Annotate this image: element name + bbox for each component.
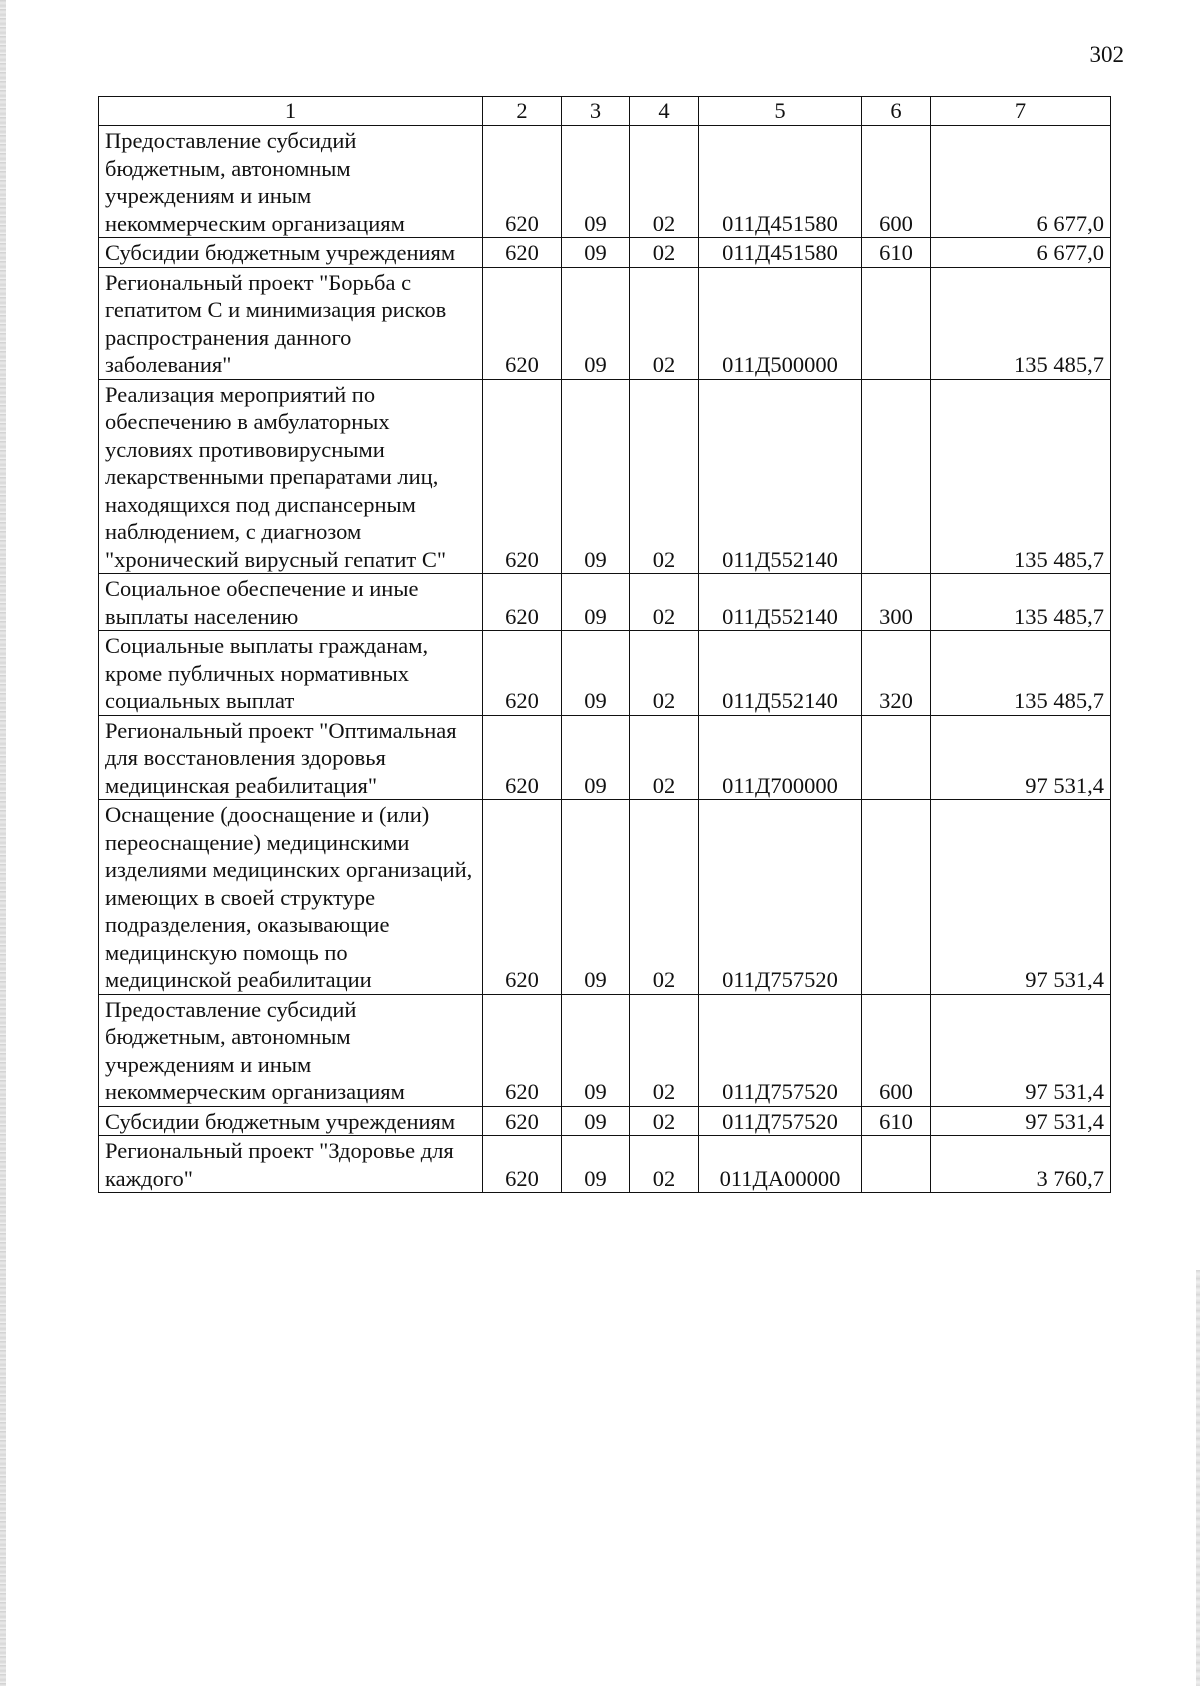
scan-edge-right bbox=[1196, 1270, 1200, 1686]
row-amount-cell: 6 677,0 bbox=[931, 126, 1111, 238]
table-row bbox=[99, 238, 1111, 268]
row-ministry-cell: 620 bbox=[483, 126, 562, 238]
table-row bbox=[99, 800, 1111, 995]
scan-edge-left bbox=[0, 0, 6, 1686]
row-amount-cell: 135 485,7 bbox=[931, 267, 1111, 379]
row-amount-cell: 97 531,4 bbox=[931, 994, 1111, 1106]
row-name-cell: Предоставление субсидий бюджетным, автономным учреждениям и иным некоммерческим организациям bbox=[99, 994, 483, 1106]
row-subsection-cell: 02 bbox=[630, 631, 699, 716]
row-subsection-cell: 02 bbox=[630, 574, 699, 631]
row-expense-type-cell bbox=[862, 800, 931, 995]
row-expense-type-cell: 610 bbox=[862, 238, 931, 268]
row-expense-type-cell bbox=[862, 379, 931, 574]
row-ministry-cell: 620 bbox=[483, 994, 562, 1106]
row-section-cell: 09 bbox=[562, 715, 630, 800]
row-target-code-cell: 011Д500000 bbox=[699, 267, 862, 379]
row-amount-cell: 97 531,4 bbox=[931, 800, 1111, 995]
row-target-code-cell: 011Д700000 bbox=[699, 715, 862, 800]
header-cell: 1 bbox=[99, 97, 483, 126]
row-subsection-cell: 02 bbox=[630, 715, 699, 800]
row-amount-cell: 135 485,7 bbox=[931, 631, 1111, 716]
row-amount-cell: 3 760,7 bbox=[931, 1136, 1111, 1193]
row-subsection-cell: 02 bbox=[630, 1106, 699, 1136]
row-name-cell: Предоставление субсидий бюджетным, автономным учреждениям и иным некоммерческим организациям bbox=[99, 126, 483, 238]
row-name-cell: Региональный проект "Здоровье для каждого" bbox=[99, 1136, 483, 1193]
row-name-cell: Региональный проект "Оптимальная для восстановления здоровья медицинская реабилитация" bbox=[99, 715, 483, 800]
header-cell: 2 bbox=[483, 97, 562, 126]
row-ministry-cell: 620 bbox=[483, 715, 562, 800]
table-row bbox=[99, 126, 1111, 238]
row-amount-cell: 135 485,7 bbox=[931, 574, 1111, 631]
table-row bbox=[99, 379, 1111, 574]
row-amount-cell: 135 485,7 bbox=[931, 379, 1111, 574]
row-subsection-cell: 02 bbox=[630, 238, 699, 268]
table-row bbox=[99, 1136, 1111, 1193]
row-ministry-cell: 620 bbox=[483, 1106, 562, 1136]
row-name-cell: Социальное обеспечение и иные выплаты населению bbox=[99, 574, 483, 631]
row-name-cell: Оснащение (дооснащение и (или) переоснащение) медицинскими изделиями медицинских организаций, имеющих в своей структуре подразделения, оказывающие медицинскую помощь по медицинской реабилитации bbox=[99, 800, 483, 995]
row-section-cell: 09 bbox=[562, 238, 630, 268]
row-expense-type-cell bbox=[862, 715, 931, 800]
row-subsection-cell: 02 bbox=[630, 1136, 699, 1193]
row-expense-type-cell: 610 bbox=[862, 1106, 931, 1136]
row-expense-type-cell: 600 bbox=[862, 994, 931, 1106]
row-expense-type-cell bbox=[862, 267, 931, 379]
table-row bbox=[99, 1106, 1111, 1136]
row-ministry-cell: 620 bbox=[483, 1136, 562, 1193]
row-section-cell: 09 bbox=[562, 1106, 630, 1136]
row-ministry-cell: 620 bbox=[483, 238, 562, 268]
row-section-cell: 09 bbox=[562, 126, 630, 238]
row-ministry-cell: 620 bbox=[483, 800, 562, 995]
row-ministry-cell: 620 bbox=[483, 379, 562, 574]
row-target-code-cell: 011Д451580 bbox=[699, 238, 862, 268]
header-cell: 4 bbox=[630, 97, 699, 126]
row-target-code-cell: 011Д552140 bbox=[699, 379, 862, 574]
row-section-cell: 09 bbox=[562, 379, 630, 574]
row-subsection-cell: 02 bbox=[630, 379, 699, 574]
row-expense-type-cell bbox=[862, 1136, 931, 1193]
row-ministry-cell: 620 bbox=[483, 631, 562, 716]
row-ministry-cell: 620 bbox=[483, 267, 562, 379]
row-amount-cell: 6 677,0 bbox=[931, 238, 1111, 268]
row-subsection-cell: 02 bbox=[630, 994, 699, 1106]
row-name-cell: Региональный проект "Борьба с гепатитом С и минимизация рисков распространения данного заболевания" bbox=[99, 267, 483, 379]
table-row bbox=[99, 994, 1111, 1106]
row-amount-cell: 97 531,4 bbox=[931, 1106, 1111, 1136]
row-section-cell: 09 bbox=[562, 1136, 630, 1193]
row-name-cell: Субсидии бюджетным учреждениям bbox=[99, 1106, 483, 1136]
header-cell: 6 bbox=[862, 97, 931, 126]
row-name-cell: Субсидии бюджетным учреждениям bbox=[99, 238, 483, 268]
row-section-cell: 09 bbox=[562, 631, 630, 716]
row-section-cell: 09 bbox=[562, 267, 630, 379]
row-section-cell: 09 bbox=[562, 800, 630, 995]
row-expense-type-cell: 320 bbox=[862, 631, 931, 716]
row-target-code-cell: 011Д552140 bbox=[699, 631, 862, 716]
row-target-code-cell: 011ДА00000 bbox=[699, 1136, 862, 1193]
page-number: 302 bbox=[1089, 42, 1124, 67]
row-name-cell: Социальные выплаты гражданам, кроме публичных нормативных социальных выплат bbox=[99, 631, 483, 716]
row-subsection-cell: 02 bbox=[630, 267, 699, 379]
table-row bbox=[99, 267, 1111, 379]
header-cell: 3 bbox=[562, 97, 630, 126]
row-expense-type-cell: 300 bbox=[862, 574, 931, 631]
row-amount-cell: 97 531,4 bbox=[931, 715, 1111, 800]
row-target-code-cell: 011Д757520 bbox=[699, 994, 862, 1106]
row-subsection-cell: 02 bbox=[630, 126, 699, 238]
row-target-code-cell: 011Д552140 bbox=[699, 574, 862, 631]
table-row bbox=[99, 715, 1111, 800]
table-header-row bbox=[99, 97, 1111, 126]
budget-table bbox=[98, 96, 1111, 1193]
row-target-code-cell: 011Д757520 bbox=[699, 1106, 862, 1136]
row-target-code-cell: 011Д757520 bbox=[699, 800, 862, 995]
row-name-cell: Реализация мероприятий по обеспечению в амбулаторных условиях противовирусными лекарственными препаратами лиц, находящихся под диспансерным наблюдением, с диагнозом "хронический вирусный гепатит С" bbox=[99, 379, 483, 574]
row-target-code-cell: 011Д451580 bbox=[699, 126, 862, 238]
row-ministry-cell: 620 bbox=[483, 574, 562, 631]
row-expense-type-cell: 600 bbox=[862, 126, 931, 238]
table-row bbox=[99, 574, 1111, 631]
table-row bbox=[99, 631, 1111, 716]
header-cell: 5 bbox=[699, 97, 862, 126]
row-section-cell: 09 bbox=[562, 994, 630, 1106]
row-section-cell: 09 bbox=[562, 574, 630, 631]
row-subsection-cell: 02 bbox=[630, 800, 699, 995]
header-cell: 7 bbox=[931, 97, 1111, 126]
